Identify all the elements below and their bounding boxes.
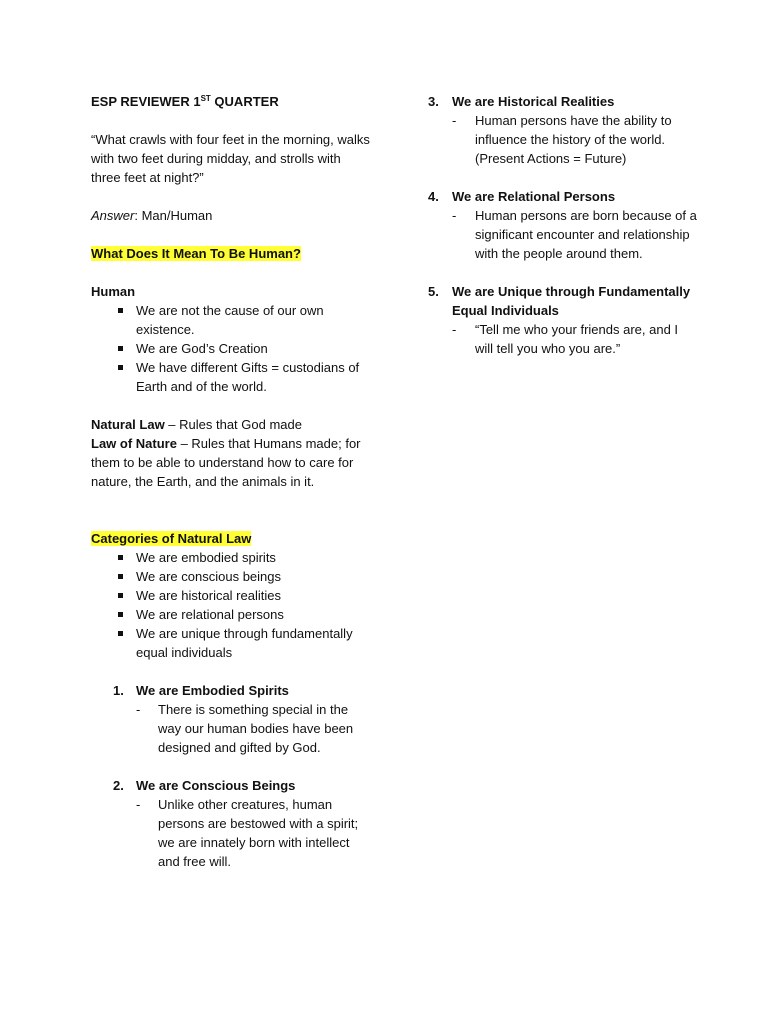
left-column: [91, 92, 371, 871]
numbered-detail-4: [428, 206, 698, 263]
numbered-detail-1: [91, 700, 371, 757]
numbered-heading-4: [428, 187, 698, 206]
item-number: 5.: [428, 284, 439, 299]
natural-law-definition: [91, 415, 371, 434]
item-heading: We are Unique through Fundamentally Equal Individuals: [452, 284, 691, 318]
natural-law-label: Natural Law: [91, 417, 165, 432]
item-number: 3.: [428, 94, 439, 109]
title-superscript: ST: [200, 94, 211, 103]
item-number: 1.: [113, 683, 124, 698]
numbered-heading-3: [428, 92, 698, 111]
list-item: We have different Gifts = custodians of Earth and of the world.: [91, 358, 371, 396]
title-text: ESP REVIEWER 1: [91, 94, 201, 109]
law-of-nature-text: – Rules that Humans made; for them to be able to understand how to care for nature, the Earth, and the animals in it.: [91, 436, 361, 489]
section-heading-categories: Categories of Natural Law: [91, 531, 252, 546]
item-number: 2.: [113, 778, 124, 793]
list-item: We are relational persons: [91, 605, 371, 624]
natural-law-text: – Rules that God made: [164, 417, 302, 432]
answer-line: [91, 206, 371, 225]
riddle-text: “What crawls with four feet in the morning, walks with two feet during midday, and strolls with three feet at night?”: [91, 132, 370, 185]
item-number: 4.: [428, 189, 439, 204]
categories-bullet-list: [91, 548, 371, 662]
numbered-detail-5: [428, 320, 698, 358]
section-heading-human: What Does It Mean To Be Human?: [91, 246, 301, 261]
right-column: [428, 92, 698, 358]
item-heading: We are Conscious Beings: [136, 778, 296, 793]
item-detail: Human persons are born because of a significant encounter and relationship with the people around them.: [475, 208, 697, 261]
law-of-nature-definition: [91, 434, 371, 491]
item-detail: Unlike other creatures, human persons are bestowed with a spirit; we are innately born with intellect and free will.: [158, 797, 359, 869]
item-heading: We are Historical Realities: [452, 94, 615, 109]
title-suffix: QUARTER: [210, 94, 279, 109]
item-detail: “Tell me who your friends are, and I will tell you who you are.”: [475, 322, 679, 356]
list-item: We are God’s Creation: [91, 339, 371, 358]
human-heading: Human: [91, 284, 136, 299]
item-heading: We are Embodied Spirits: [136, 683, 289, 698]
numbered-heading-5: [428, 282, 698, 320]
list-item: We are unique through fundamentally equal individuals: [91, 624, 371, 662]
dash-marker: -: [452, 322, 457, 337]
list-item: We are not the cause of our own existence.: [91, 301, 371, 339]
item-heading: We are Relational Persons: [452, 189, 616, 204]
answer-text: : Man/Human: [134, 208, 213, 223]
answer-label: Answer: [91, 208, 135, 223]
dash-marker: -: [452, 113, 457, 128]
human-bullet-list: [91, 301, 371, 396]
numbered-heading-1: [91, 681, 371, 700]
list-item: We are embodied spirits: [91, 548, 371, 567]
numbered-heading-2: [91, 776, 371, 795]
numbered-detail-3: [428, 111, 698, 168]
dash-marker: -: [136, 702, 141, 717]
document-title: [91, 92, 371, 111]
dash-marker: -: [452, 208, 457, 223]
dash-marker: -: [136, 797, 141, 812]
item-detail: There is something special in the way our human bodies have been designed and gifted by God.: [158, 702, 354, 755]
list-item: We are historical realities: [91, 586, 371, 605]
item-detail: Human persons have the ability to influence the history of the world. (Present Actions = Future): [475, 113, 672, 166]
law-of-nature-label: Law of Nature: [91, 436, 177, 451]
list-item: We are conscious beings: [91, 567, 371, 586]
numbered-detail-2: [91, 795, 371, 871]
